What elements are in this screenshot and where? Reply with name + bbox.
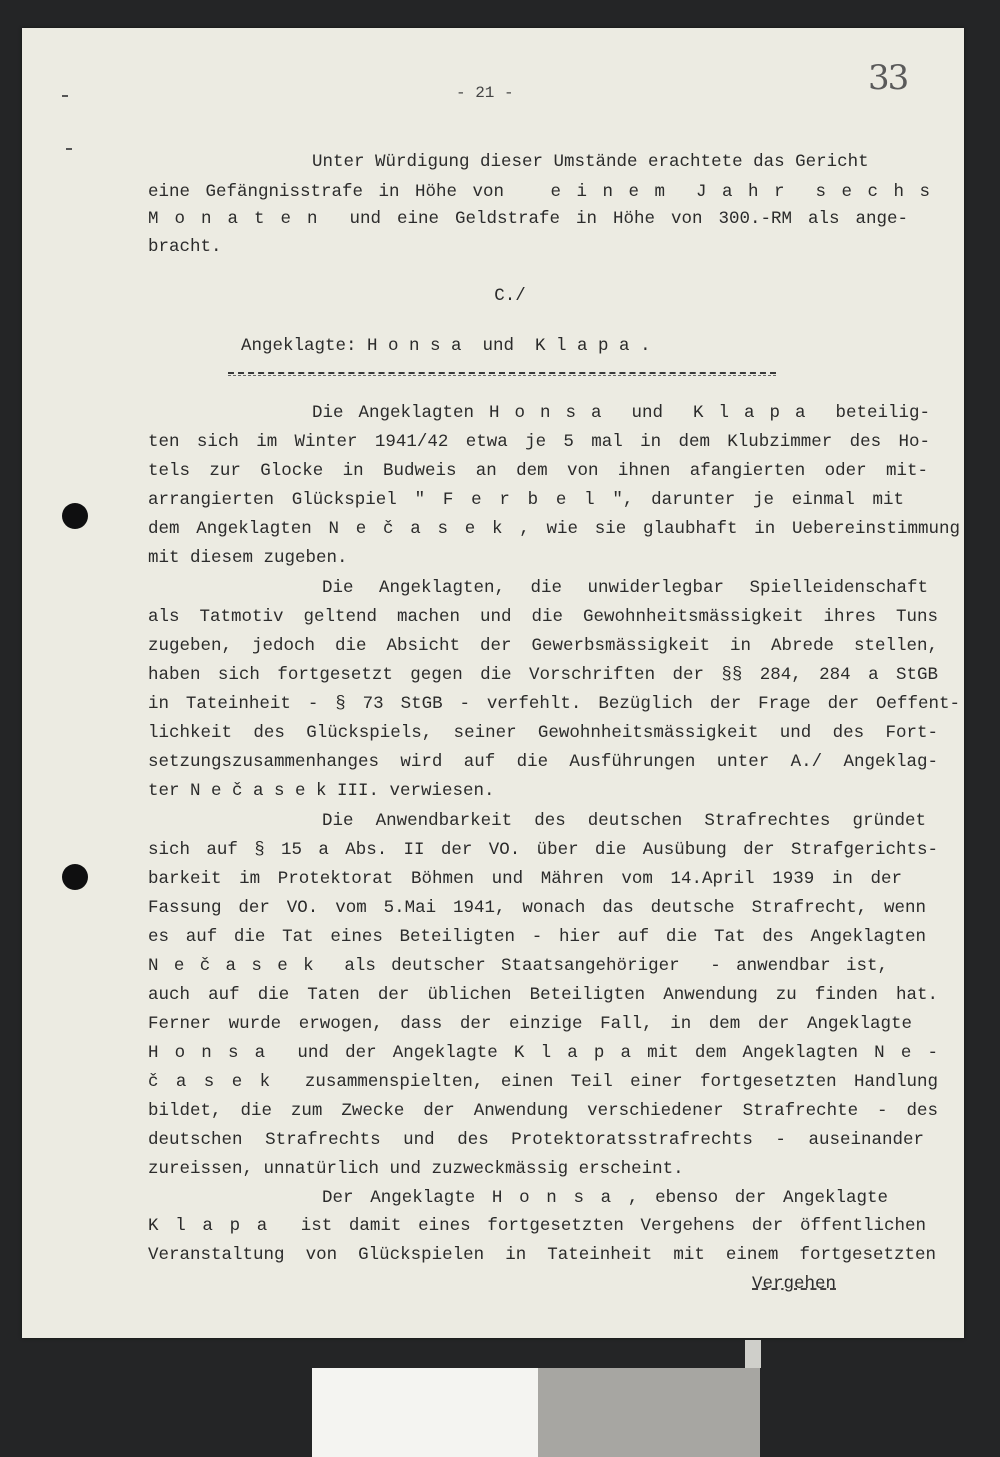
text-line: Fassung der VO. vom 5.Mai 1941, wonach das deutsche Strafrecht, wenn <box>148 898 926 918</box>
section-marker: C./ <box>494 286 526 306</box>
heading-underline <box>228 372 776 374</box>
text-line: sich auf § 15 a Abs. II der VO. über die Ausübung der Strafgerichts- <box>148 840 938 860</box>
margin-mark <box>66 148 72 150</box>
text-line: bildet, die zum Zwecke der Anwendung verschiedener Strafrechte - des <box>148 1101 938 1121</box>
calibration-white-patch <box>312 1368 538 1457</box>
text-line: K l a p a ist damit eines fortgesetzten Vergehens der öffentlichen <box>148 1216 926 1236</box>
heading-underline-secondary <box>228 375 776 376</box>
text-line: zugeben, jedoch die Absicht der Gewerbsmässigkeit in Abrede stellen, <box>148 636 938 656</box>
text-line: tels zur Glocke in Budweis an dem von ihnen afangierten oder mit- <box>148 461 928 481</box>
text-line: ter N e č a s e k III. verwiesen. <box>148 781 495 801</box>
text-line: Veranstaltung von Glückspielen in Tateinheit mit einem fortgesetzten <box>148 1245 936 1265</box>
text-line: Die Anwendbarkeit des deutschen Strafrechtes gründet <box>322 811 926 831</box>
text-line: Die Angeklagten H o n s a und K l a p a beteilig- <box>312 403 930 423</box>
text-line: deutschen Strafrechts und des Protektoratsstrafrechts - auseinander <box>148 1130 924 1150</box>
text-line: Ferner wurde erwogen, dass der einzige Fall, in dem der Angeklagte <box>148 1014 912 1034</box>
text-line: Der Angeklagte H o n s a , ebenso der Angeklagte <box>322 1188 888 1208</box>
text-line: barkeit im Protektorat Böhmen und Mähren vom 14.April 1939 in der <box>148 869 902 889</box>
scan-edge-strip <box>745 1340 761 1368</box>
text-line: zureissen, unnatürlich und zuzweckmässig erscheint. <box>148 1159 684 1179</box>
text-line: in Tateinheit - § 73 StGB - verfehlt. Bezüglich der Frage der Oeffent- <box>148 694 960 714</box>
catchword: Vergehen <box>752 1274 837 1294</box>
text-line: es auf die Tat eines Beteiligten - hier auf die Tat des Angeklagten <box>148 927 926 947</box>
section-heading: Angeklagte: H o n s a und K l a p a . <box>241 336 651 356</box>
text-line: H o n s a und der Angeklagte K l a p a mit dem Angeklagten N e - <box>148 1043 938 1063</box>
text-line: N e č a s e k als deutscher Staatsangehöriger - anwendbar ist, <box>148 956 888 976</box>
text-line: lichkeit des Glückspiels, seiner Gewohnheitsmässigkeit und des Fort- <box>148 723 938 743</box>
text-line: mit diesem zugeben. <box>148 548 348 568</box>
archive-number: 33 <box>868 58 908 98</box>
text-line: bracht. <box>148 237 222 257</box>
text-line: eine Gefängnisstrafe in Höhe von e i n e m J a h r s e c h s <box>148 182 930 202</box>
punch-hole-bottom <box>62 864 88 890</box>
text-line: Die Angeklagten, die unwiderlegbar Spielleidenschaft <box>322 578 928 598</box>
calibration-gray-patch <box>538 1368 760 1457</box>
text-line: arrangierten Glückspiel " F e r b e l ", darunter je einmal mit <box>148 490 904 510</box>
text-line: M o n a t e n und eine Geldstrafe in Höhe von 300.-RM als ange- <box>148 209 908 229</box>
text-line: auch auf die Taten der üblichen Beteiligten Anwendung zu finden hat. <box>148 985 938 1005</box>
text-line: Unter Würdigung dieser Umstände erachtete das Gericht <box>312 152 869 172</box>
text-line: ten sich im Winter 1941/42 etwa je 5 mal in dem Klubzimmer des Ho- <box>148 432 930 452</box>
text-line: als Tatmotiv geltend machen und die Gewohnheitsmässigkeit ihres Tuns <box>148 607 938 627</box>
text-line: haben sich fortgesetzt gegen die Vorschriften der §§ 284, 284 a StGB <box>148 665 938 685</box>
margin-mark <box>62 95 68 97</box>
punch-hole-top <box>62 503 88 529</box>
text-line: č a s e k zusammenspielten, einen Teil einer fortgesetzten Handlung <box>148 1072 938 1092</box>
text-line: setzungszusammenhanges wird auf die Ausführungen unter A./ Angeklag- <box>148 752 938 772</box>
page-number: - 21 - <box>456 84 514 102</box>
text-line: dem Angeklagten N e č a s e k , wie sie glaubhaft in Uebereinstimmung <box>148 519 960 539</box>
